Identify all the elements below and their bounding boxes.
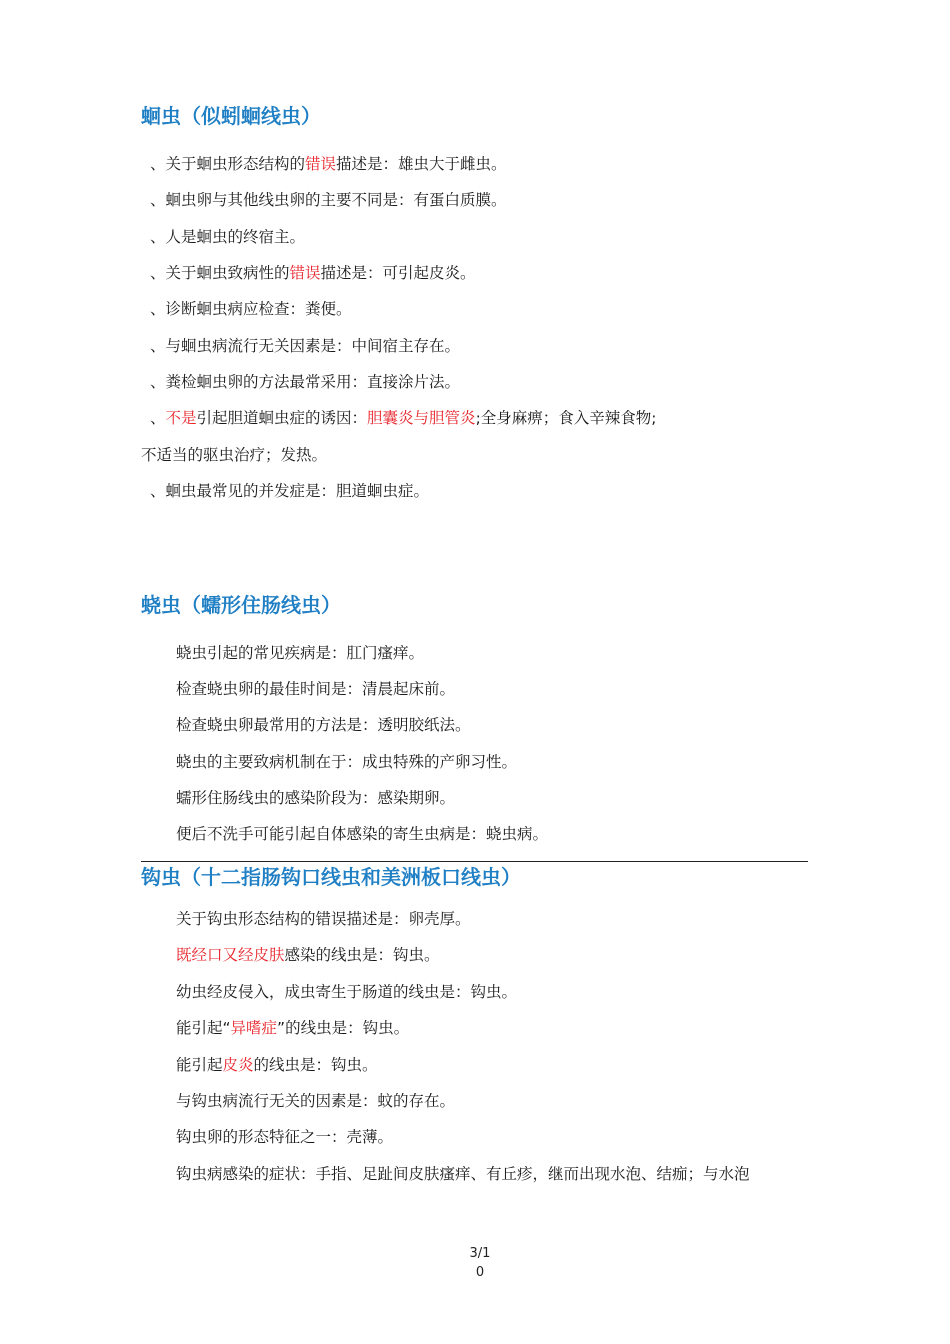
list-item: 蛲虫的主要致病机制在于：成虫特殊的产卵习性。 xyxy=(176,753,518,771)
list-item: 幼虫经皮侵入，成虫寄生于肠道的线虫是：钩虫。 xyxy=(176,983,518,1001)
list-item: 钩虫卵的形态特征之一：壳薄。 xyxy=(176,1128,394,1146)
list-item: 检查蛲虫卵的最佳时间是：清晨起床前。 xyxy=(176,680,456,698)
list-item: 能引起“异嗜症”的线虫是：钩虫。 xyxy=(176,1019,410,1037)
highlight-text: 错误 xyxy=(289,264,321,282)
list-item: 检查蛲虫卵最常用的方法是：透明胶纸法。 xyxy=(176,716,471,734)
highlight-text: 异嗜症 xyxy=(230,1019,278,1037)
highlight-text: 错误 xyxy=(305,155,337,173)
highlight-text: 既经口又经皮肤 xyxy=(176,946,285,964)
list-item: 、人是蛔虫的终宿主。 xyxy=(150,228,306,246)
list-item: 、粪检蛔虫卵的方法最常采用：直接涂片法。 xyxy=(150,373,461,391)
list-item: 既经口又经皮肤感染的线虫是：钩虫。 xyxy=(176,946,440,964)
page-number: 3/1 0 xyxy=(469,1246,491,1280)
section-divider xyxy=(141,861,808,862)
list-item: 、关于蛔虫致病性的错误描述是：可引起皮炎。 xyxy=(150,264,476,282)
highlight-text: 皮炎 xyxy=(222,1056,254,1074)
section-heading-hookworm: 钩虫（十二指肠钩口线虫和美洲板口线虫） xyxy=(141,865,521,889)
highlight-text: 不是 xyxy=(165,409,197,427)
list-item: 与钩虫病流行无关的因素是：蚊的存在。 xyxy=(176,1092,456,1110)
list-item: 关于钩虫形态结构的错误描述是：卵壳厚。 xyxy=(176,910,471,928)
section-heading-roundworm: 蛔虫（似蚓蛔线虫） xyxy=(141,104,321,128)
list-item: 能引起皮炎的线虫是：钩虫。 xyxy=(176,1056,378,1074)
list-item: 蛲虫引起的常见疾病是：肛门瘙痒。 xyxy=(176,644,425,662)
list-item: 蠕形住肠线虫的感染阶段为：感染期卵。 xyxy=(176,789,456,807)
list-item: 、关于蛔虫形态结构的错误描述是：雄虫大于雌虫。 xyxy=(150,155,507,173)
list-item: 便后不洗手可能引起自体感染的寄生虫病是：蛲虫病。 xyxy=(176,825,549,843)
list-item: 钩虫病感染的症状：手指、足趾间皮肤瘙痒、有丘疹，继而出现水泡、结痂；与水泡 xyxy=(176,1165,750,1183)
list-item: 、蛔虫卵与其他线虫卵的主要不同是：有蛋白质膜。 xyxy=(150,191,507,209)
highlight-text: 胆囊炎与胆管炎 xyxy=(367,409,476,427)
list-item: 、与蛔虫病流行无关因素是：中间宿主存在。 xyxy=(150,337,461,355)
list-item: 、诊断蛔虫病应检查：粪便。 xyxy=(150,300,352,318)
list-item: 、不是引起胆道蛔虫症的诱因：胆囊炎与胆管炎;全身麻痹；食入辛辣食物; xyxy=(150,409,657,427)
section-heading-pinworm: 蛲虫（蠕形住肠线虫） xyxy=(141,593,341,617)
list-item-continuation: 不适当的驱虫治疗；发热。 xyxy=(141,446,328,464)
list-item: 、蛔虫最常见的并发症是：胆道蛔虫症。 xyxy=(150,482,430,500)
